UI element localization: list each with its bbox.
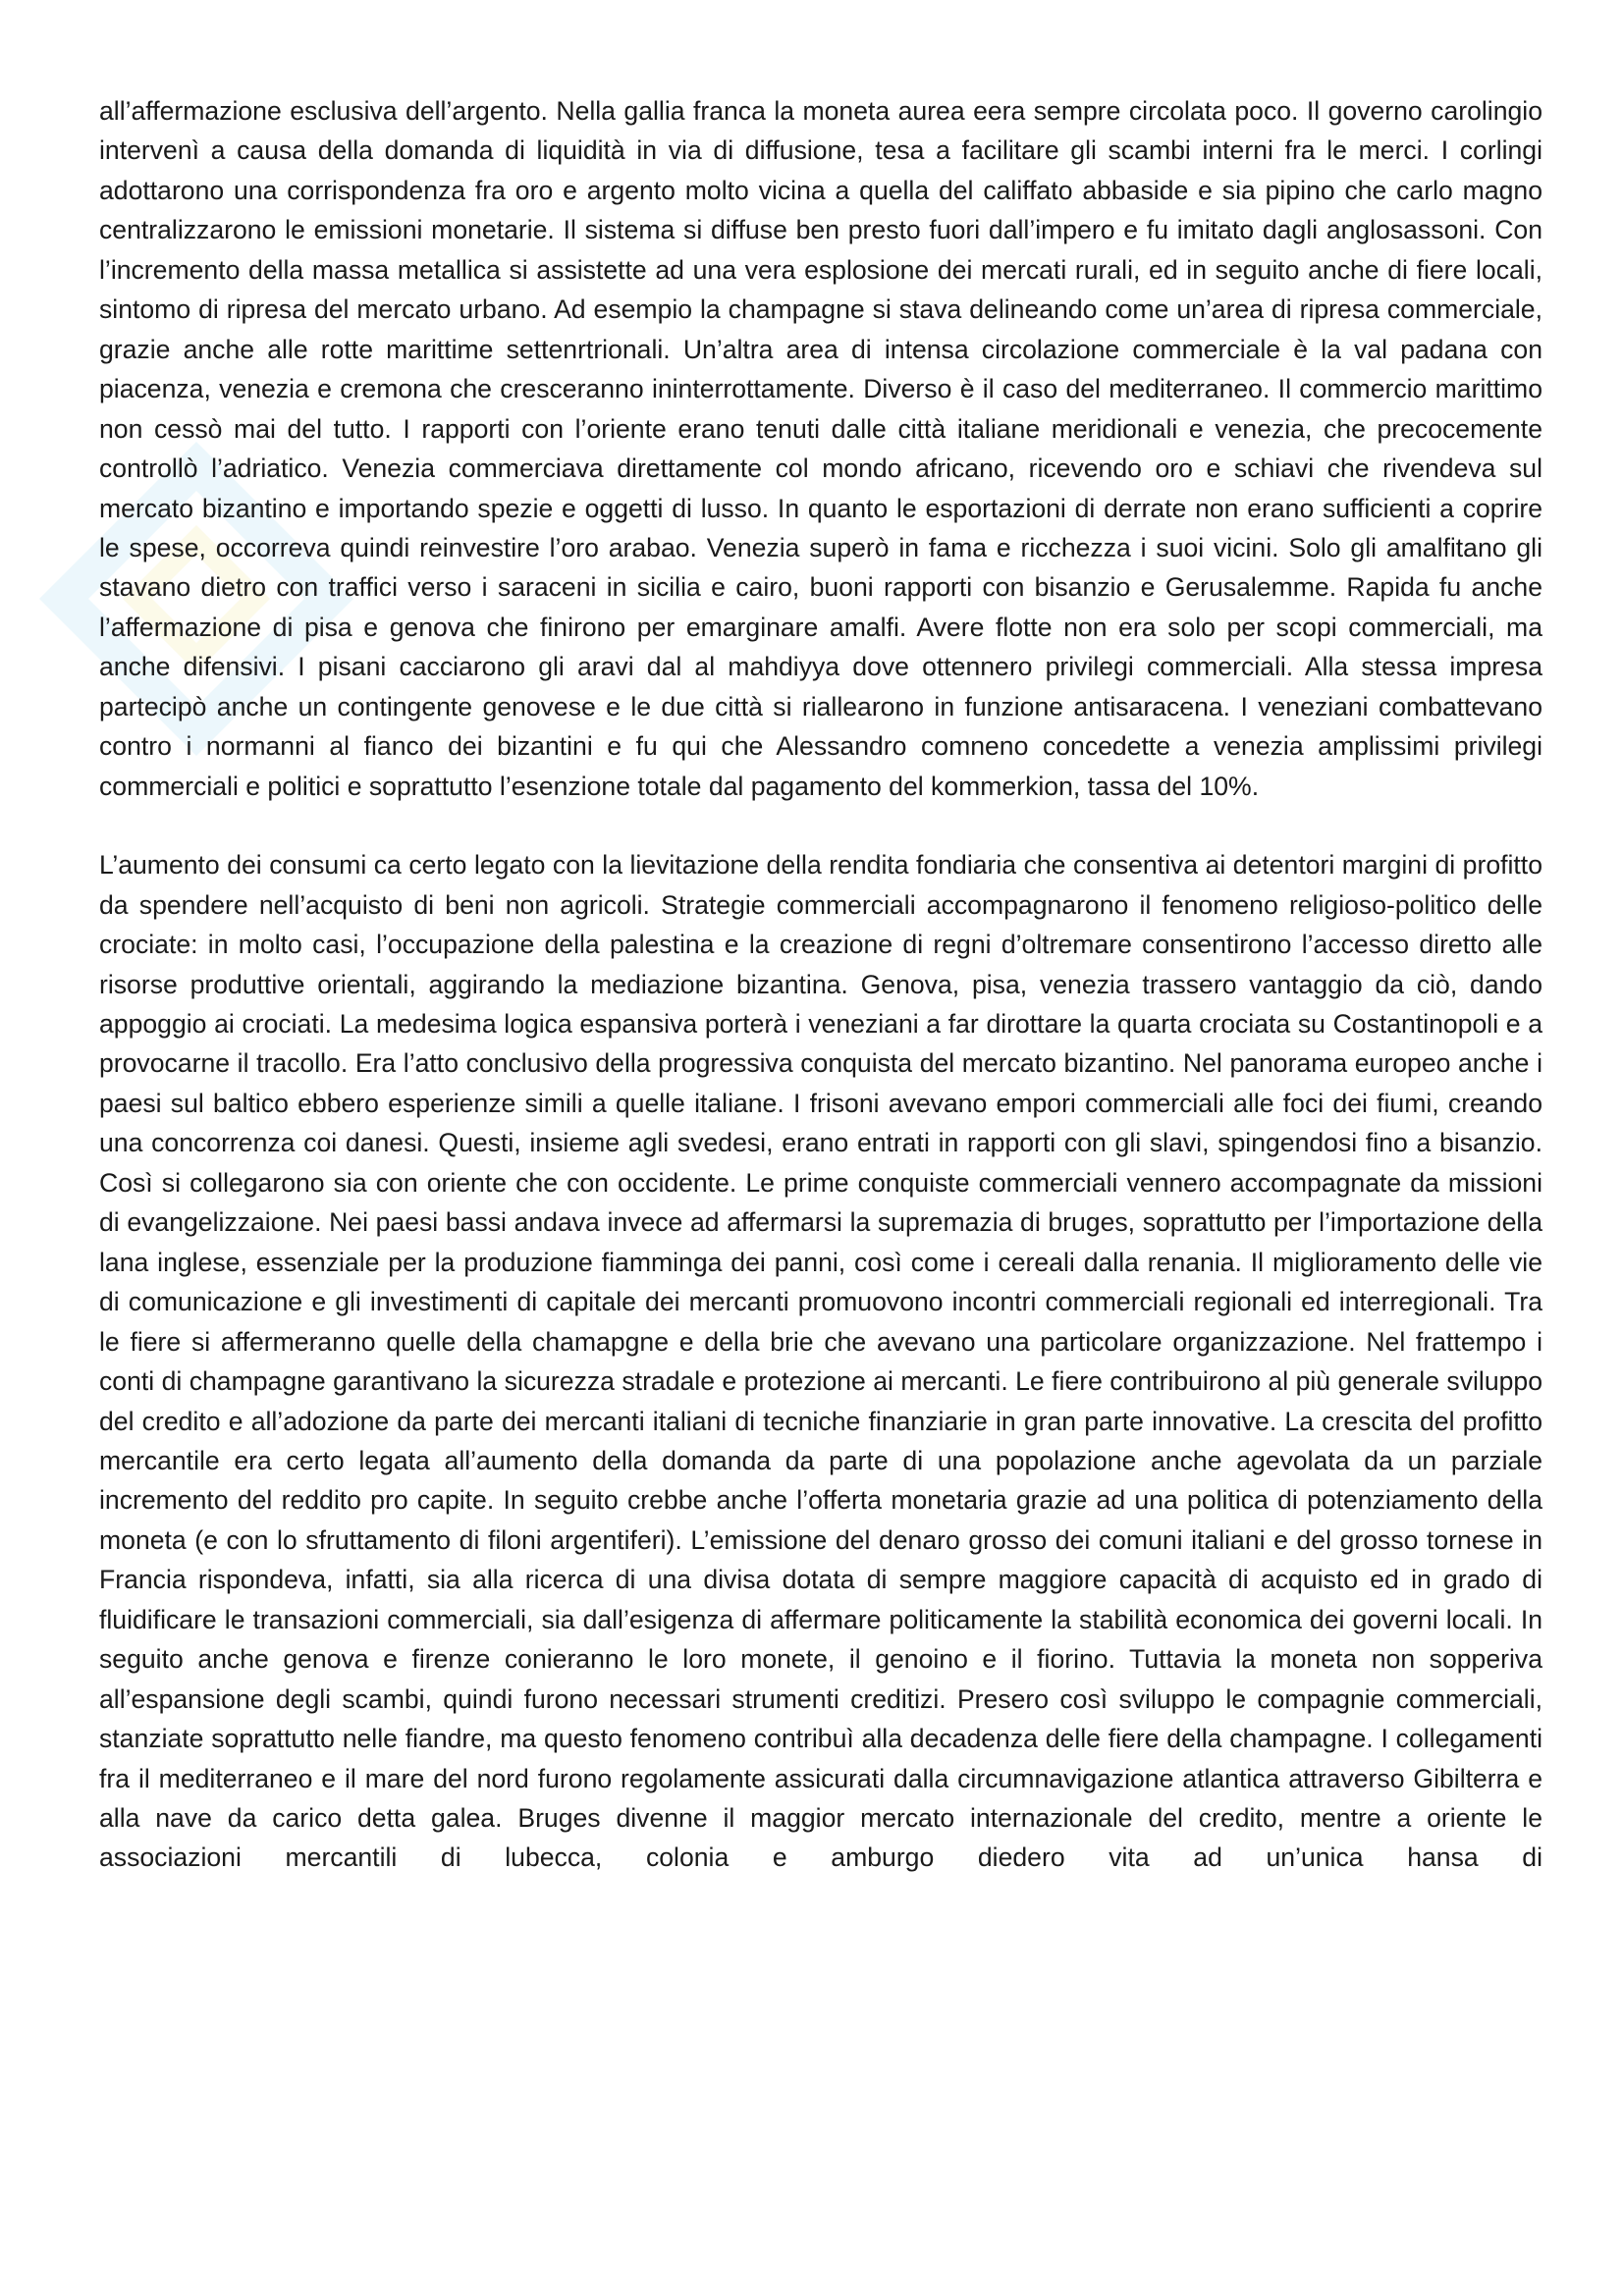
paragraph-2: L’aumento dei consumi ca certo legato con la lievitazione della rendita fondiaria che consentiva ai detentori margini di profitto da spendere nell’acquisto di beni non agricoli. Strategie commerciali accompagnarono il fenomeno religioso-politico delle crociate: in molto casi, l’occupazione della palestina e la creazione di regni d’oltremare consentirono l’accesso diretto alle risorse produttive orientali, aggirando la mediazione bizantina. Genova, pisa, venezia trassero vantaggio da ciò, dando appoggio ai crociati. La medesima logica espansiva porterà i veneziani a far dirottare la quarta crociata su Costantinopoli e a provocarne il tracollo. Era l’atto conclusivo della progressiva conquista del mercato bizantino. Nel panorama europeo anche i paesi sul baltico ebbero esperienze simili a quelle italiane. I frisoni avevano empori commerciali alle foci dei fiumi, creando una concorrenza coi danesi. Questi, insieme agli svedesi, erano entrati in rapporti con gli slavi, spingendosi fino a bisanzio. Così si collegarono sia con oriente che con occidente. Le prime conquiste commerciali vennero accompagnate da missioni di evangelizzaione. Nei paesi bassi andava invece ad affermarsi la supremazia di bruges, soprattutto per l’importazione della lana inglese, essenziale per la produzione fiamminga dei panni, così come i cereali dalla renania. Il miglioramento delle vie di comunicazione e gli investimenti di capitale dei mercanti promuovono incontri commerciali regionali ed interregionali. Tra le fiere si affermeranno quelle della chamapgne e della brie che avevano una particolare organizzazione. Nel frattempo i conti di champagne garantivano la sicurezza stradale e protezione ai mercanti. Le fiere contribuirono al più generale sviluppo del credito e all’adozione da parte dei mercanti italiani di tecniche finanziarie in gran parte innovative. La crescita del profitto mercantile era certo legata all’aumento della domanda da parte di una popolazione anche agevolata da un parziale incremento del reddito pro capite. In seguito crebbe anche l’offerta monetaria grazie ad una politica di potenziamento della moneta (e con lo sfruttamento di filoni argentiferi). L’emissione del denaro grosso dei comuni italiani e del grosso tornese in Francia rispondeva, infatti, sia alla ricerca di una divisa dotata di sempre maggiore capacità di acquisto ed in grado di fluidificare le transazioni commerciali, sia dall’esigenza di affermare politicamente la stabilità economica dei governi locali. In seguito anche genova e firenze conieranno le loro monete, il genoino e il fiorino. Tuttavia la moneta non sopperiva all’espansione degli scambi, quindi furono necessari strumenti creditizi. Presero così sviluppo le compagnie commerciali, stanziate soprattutto nelle fiandre, ma questo fenomeno contribuì alla decadenza delle fiere della champagne. I collegamenti fra il mediterraneo e il mare del nord furono regolamente assicurati dalla circumnavigazione atlantica attraverso Gibilterra e alla nave da carico detta galea. Bruges divenne il maggior mercato internazionale del credito, mentre a oriente le associazioni mercantili di lubecca, colonia e amburgo diedero vita ad un’unica hansa di	[99, 850, 1542, 1873]
document-body	[99, 91, 1542, 1878]
paragraph-1: all’affermazione esclusiva dell’argento. Nella gallia franca la moneta aurea eera sempre circolata poco. Il governo carolingio intervenì a causa della domanda di liquidità in via di diffusione, tesa a facilitare gli scambi interni fra le merci. I corlingi adottarono una corrispondenza fra oro e argento molto vicina a quella del califfato abbaside e sia pipino che carlo magno centralizzarono le emissioni monetarie. Il sistema si diffuse ben presto fuori dall’impero e fu imitato dagli anglosassoni. Con l’incremento della massa metallica si assistette ad una vera esplosione dei mercati rurali, ed in seguito anche di fiere locali, sintomo di ripresa del mercato urbano. Ad esempio la champagne si stava delineando come un’area di ripresa commerciale, grazie anche alle rotte marittime settenrtrionali. Un’altra area di intensa circolazione commerciale è la val padana con piacenza, venezia e cremona che cresceranno ininterrottamente. Diverso è il caso del mediterraneo. Il commercio marittimo non cessò mai del tutto. I rapporti con l’oriente erano tenuti dalle città italiane meridionali e venezia, che precocemente controllò l’adriatico. Venezia commerciava direttamente col mondo africano, ricevendo oro e schiavi che rivendeva sul mercato bizantino e importando spezie e oggetti di lusso. In quanto le esportazioni di derrate non erano sufficienti a coprire le spese, occorreva quindi reinvestire l’oro arabao. Venezia superò in fama e ricchezza i suoi vicini. Solo gli amalfitano gli stavano dietro con traffici verso i saraceni in sicilia e cairo, buoni rapporti con bisanzio e Gerusalemme. Rapida fu anche l’affermazione di pisa e genova che finirono per emarginare amalfi. Avere flotte non era solo per scopi commerciali, ma anche difensivi. I pisani cacciarono gli aravi dal al mahdiyya dove ottennero privilegi commerciali. Alla stessa impresa partecipò anche un contingente genovese e le due città si riallearono in funzione antisaracena. I veneziani combattevano contro i normanni al fianco dei bizantini e fu qui che Alessandro comneno concedette a venezia amplissimi privilegi commerciali e politici e soprattutto l’esenzione totale dal pagamento del kommerkion, tassa del 10%.	[99, 96, 1542, 801]
